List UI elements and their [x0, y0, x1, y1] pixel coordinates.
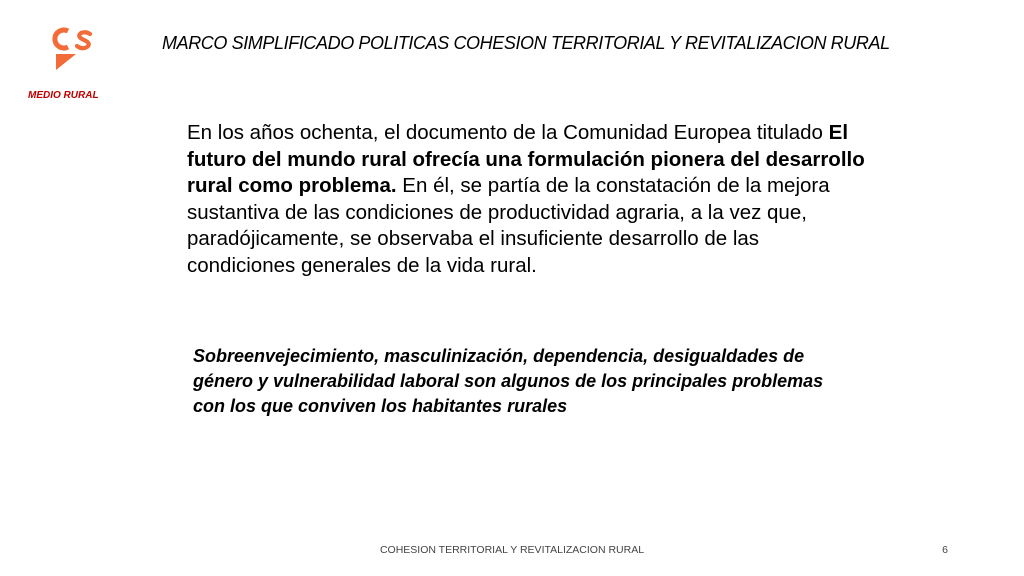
page-number: 6	[942, 544, 948, 556]
paragraph-rest: En él, se partía de la constatación de la mejora sustantiva de las condiciones de productividad agraria, a la vez que, paradójicamente, se observaba el insuficiente desarrollo de las condiciones generales de la vida rural.	[187, 174, 830, 277]
slide-title: MARCO SIMPLIFICADO POLITICAS COHESION TERRITORIAL Y REVITALIZACION RURAL	[162, 33, 890, 53]
paragraph-intro: En los años ochenta, el documento de la Comunidad Europea titulado	[187, 121, 829, 144]
footer-text: COHESION TERRITORIAL Y REVITALIZACION RURAL	[379, 544, 645, 556]
cs-logo-icon	[52, 26, 102, 72]
main-paragraph	[187, 120, 867, 280]
paragraph-bold: El futuro del mundo rural ofrecía una formulación pionera del desarrollo rural como problema.	[187, 121, 865, 198]
section-label: MEDIO RURAL	[28, 90, 99, 101]
highlight-paragraph: Sobreenvejecimiento, masculinización, dependencia, desigualdades de género y vulnerabilidad laboral son algunos de los principales problemas con los que conviven los habitantes rurales	[193, 346, 824, 416]
